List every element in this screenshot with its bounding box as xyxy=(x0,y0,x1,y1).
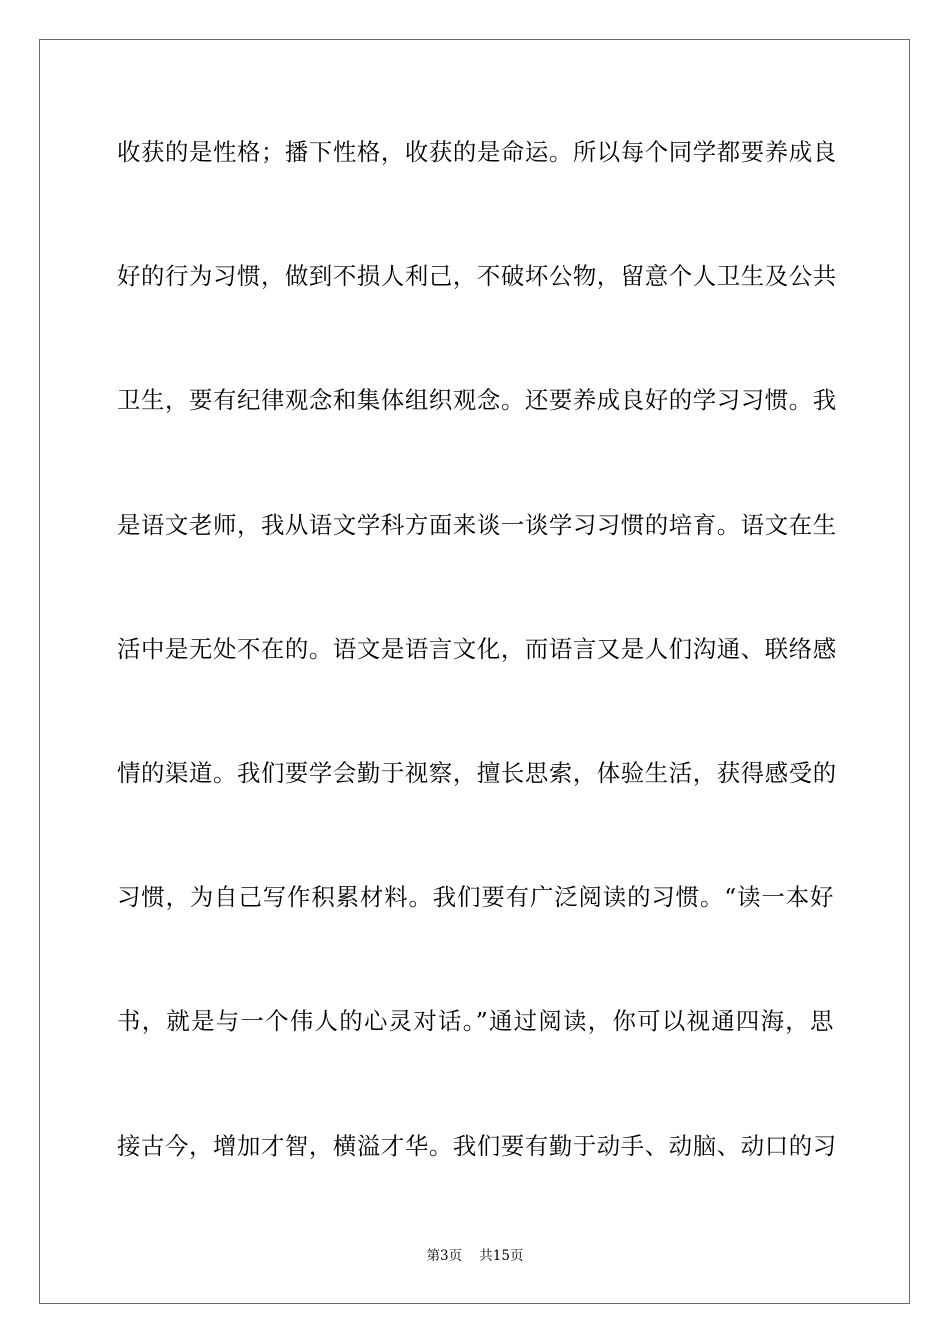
body-line: 接古今，增加才智，横溢才华。我们要有勤于动手、动脑、动口的习 xyxy=(117,1131,837,1160)
body-line: 情的渠道。我们要学会勤于视察，擅长思索，体验生活，获得感受的 xyxy=(117,758,837,787)
body-line: 收获的是性格；播下性格，收获的是命运。所以每个同学都要养成良 xyxy=(117,138,837,166)
body-line: 卫生，要有纪律观念和集体组织观念。还要养成良好的学习习惯。我 xyxy=(117,386,837,415)
page-number: 第3页 xyxy=(426,1248,463,1264)
body-line: 习惯，为自己写作积累材料。我们要有广泛阅读的习惯。“读一本好 xyxy=(117,883,834,912)
body-line: 活中是无处不在的。语文是语言文化，而语言又是人们沟通、联络感 xyxy=(117,634,837,663)
page-total: 共15页 xyxy=(479,1248,524,1264)
document-body xyxy=(117,130,837,1248)
body-line: 书，就是与一个伟人的心灵对话。”通过阅读，你可以视通四海，思 xyxy=(117,1007,834,1036)
body-line: 是语文老师，我从语文学科方面来谈一谈学习习惯的培育。语文在生 xyxy=(117,510,837,539)
page-footer xyxy=(0,1246,950,1266)
body-line: 好的行为习惯，做到不损人利己，不破坏公物，留意个人卫生及公共 xyxy=(117,262,837,291)
